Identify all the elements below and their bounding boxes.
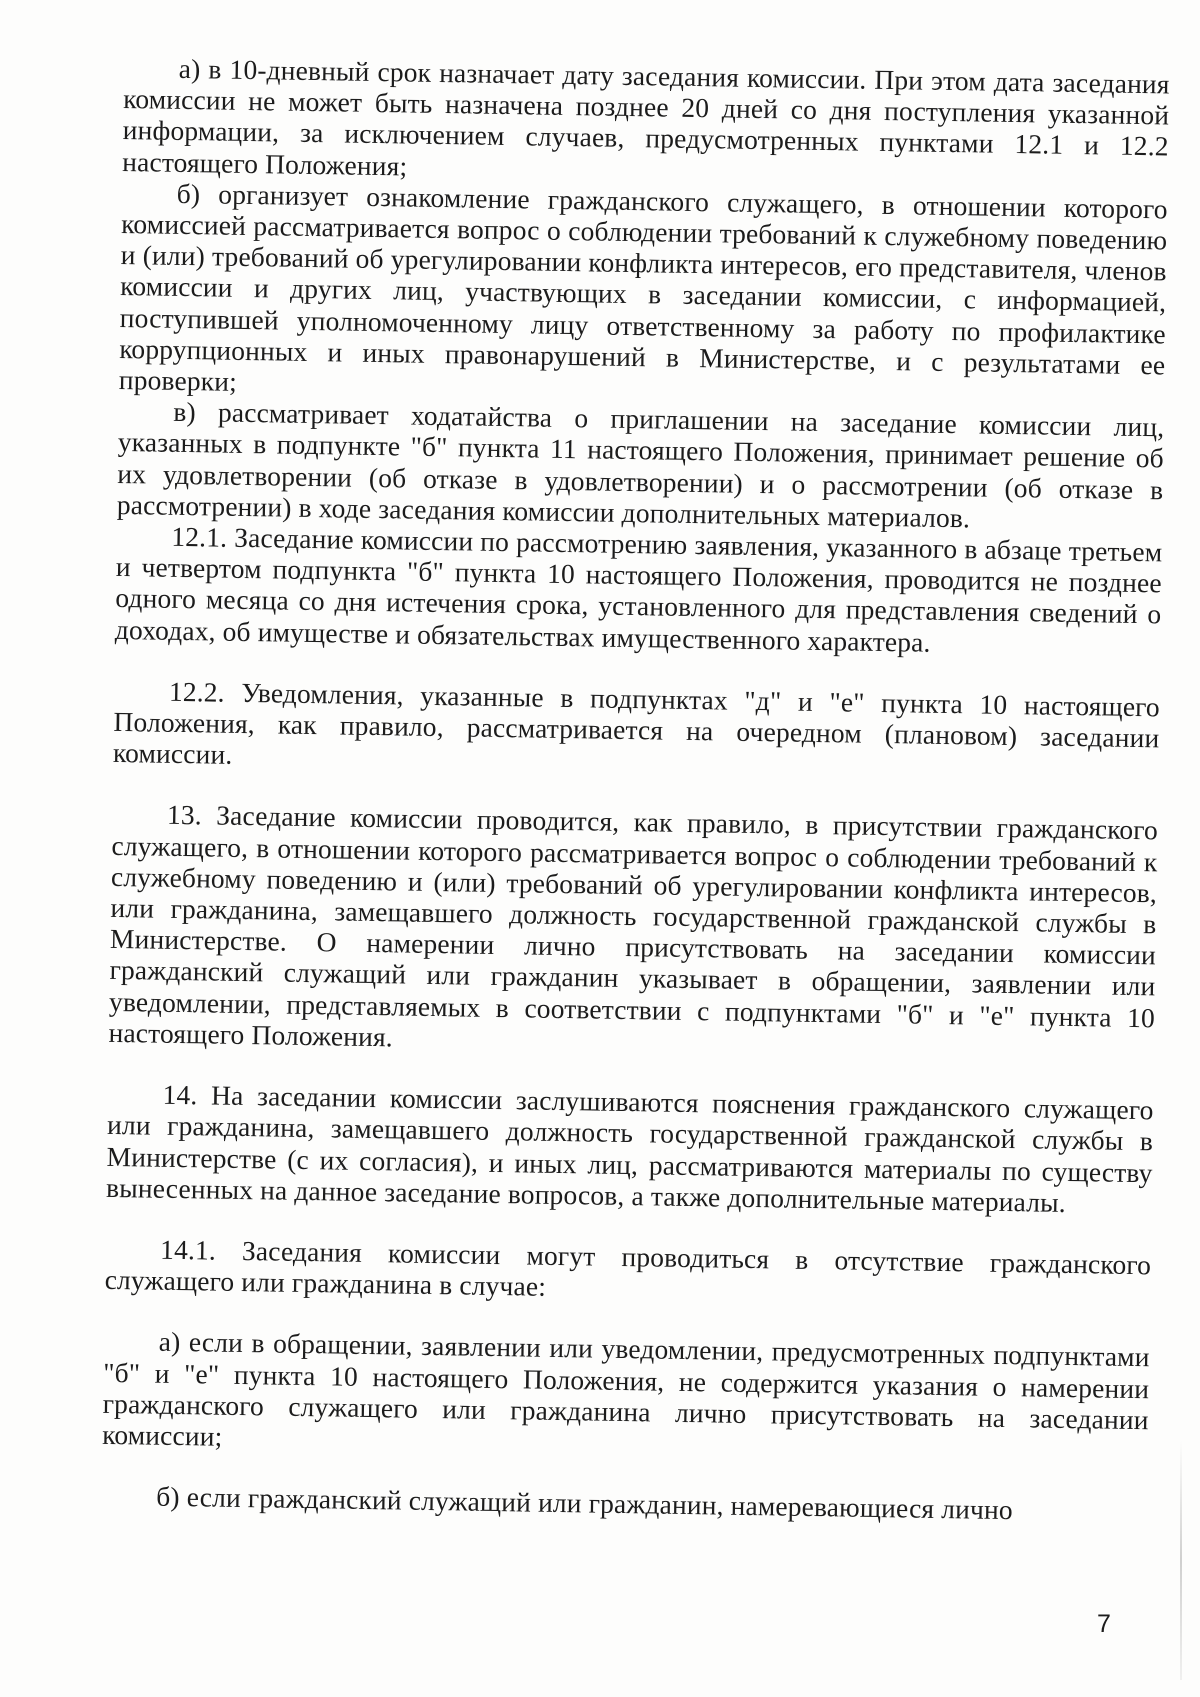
document-body — [101, 52, 1170, 1528]
paragraph-13: 13. Заседание комиссии проводится, как правило, в присутствии гражданского служащего, в отношении которого рассматривается вопрос о соблюдении требований к служебному поведению и (или) требований об урегулировании конфликта интересов, или гражданина, замещавшего должность государственной гражданской службы в Министерстве. О намерении лично присутствовать на заседании комиссии гражданский служащий или гражданин указывает в обращении, заявлении или уведомлении, представляемых в соответствии с подпунктами "б" и "е" пункта 10 настоящего Положения. — [108, 799, 1159, 1053]
paragraph-14-1-b: б) если гражданский служащий или гражданин, намеревающиеся лично — [156, 1480, 1014, 1526]
paragraph-12-2: 12.2. Уведомления, указанные в подпунктах "д" и "е" пункта 10 настоящего Положения, как правило, рассматривается на очередном (плановом) заседании комиссии. — [112, 675, 1161, 771]
paragraph-14: 14. На заседании комиссии заслушиваются пояснения гражданского служащего или гражданина, замещавшего должность государственной гражданской службы в Министерстве (с их согласия), и иных лиц, рассматриваются материалы по существу вынесенных на данное заседание вопросов, а также дополнительные материалы. — [105, 1078, 1154, 1218]
paragraph-14-1-a: а) если в обращении, заявлении или уведомлении, предусмотренных подпунктами "б" и "е" пункта 10 настоящего Положения, не содержится указания о намерении гражданского служащего или гражданина лично присутствовать на заседании комиссии; — [102, 1326, 1150, 1452]
paragraph-a: а) в 10-дневный срок назначает дату заседания комиссии. При этом дата заседания комиссии не может быть назначена позднее 20 дней со дня поступления указанной информации, за исключением случаев, предусмотренных пунктами 12.1 и 12.2 настоящего Положения; — [122, 52, 1170, 182]
paragraph-b: б) организует ознакомление гражданского служащего, в отношении которого комиссией рассматривается вопрос о соблюдении требований к служебному поведению и (или) требований об урегулировании конфликта интересов, его представителя, членов комиссии и других лиц, участвующих в заседании комиссии, с информацией, поступившей уполномоченному лицу ответственному за работу по профилактике коррупционных и иных правонарушений в Министерстве, и с результатами ее проверки; — [118, 177, 1168, 397]
page-number: 7 — [1097, 1610, 1111, 1638]
paragraph-12-1: 12.1. Заседание комиссии по рассмотрению заявления, указанного в абзаце третьем и четвертом подпункта "б" пункта 10 настоящего Положения, проводится не позднее одного месяца со дня истечения срока, установленного для представления сведений о доходах, об имуществе и обязательствах имущественного характера. — [114, 520, 1163, 658]
paragraph-v: в) рассматривает ходатайства о приглашении на заседание комиссии лиц, указанных в подпункте "б" пункта 11 настоящего Положения, принимает решение об их удовлетворении (об отказе в удовлетворении) и о рассмотрении (об отказе в рассмотрении) в ходе заседания комиссии дополнительных материалов. — [116, 396, 1165, 534]
paragraph-14-1: 14.1. Заседания комиссии могут проводиться в отсутствие гражданского служащего или гражданина в случае: — [104, 1233, 1152, 1302]
scan-edge-mark — [1180, 1440, 1182, 1680]
